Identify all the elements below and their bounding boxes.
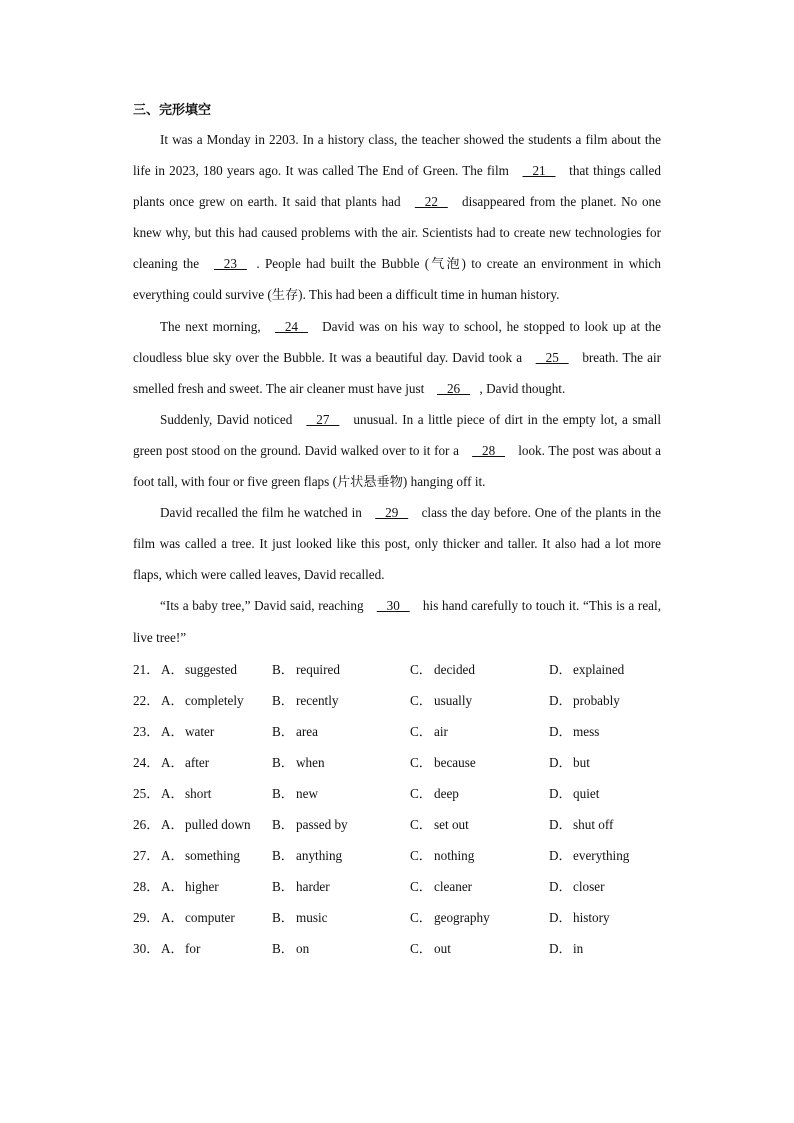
option-d[interactable] <box>549 778 599 809</box>
option-letter: B． <box>272 692 294 708</box>
option-text: higher <box>185 879 219 895</box>
question-row <box>133 902 661 933</box>
passage-text: . People had built the Bubble (气泡) to create an environment in which everything could survive (生存). This had been a difficult time in human history. <box>133 256 661 303</box>
question-number: 29． <box>133 910 160 926</box>
blank-23[interactable]: 23 <box>213 256 247 272</box>
option-d[interactable] <box>549 654 624 685</box>
option-c[interactable] <box>410 654 475 685</box>
option-text: history <box>573 910 610 926</box>
option-letter: A． <box>161 879 184 895</box>
question-row <box>133 933 661 964</box>
option-text: everything <box>573 848 630 864</box>
passage-text: class the day before. One of the plants in the film was called a tree. It just looked like this post, only thicker and taller. It also had a lot more flaps, which were called leaves, David recalled. <box>133 505 661 583</box>
option-a[interactable] <box>161 809 251 840</box>
question-row <box>133 871 661 902</box>
option-letter: C． <box>410 879 432 895</box>
option-letter: C． <box>410 723 432 739</box>
option-b[interactable] <box>272 778 318 809</box>
passage-text: “Its a baby tree,” David said, reaching <box>160 598 368 614</box>
option-text: geography <box>434 910 490 926</box>
blank-27[interactable]: 27 <box>306 411 340 427</box>
option-a[interactable] <box>161 871 219 902</box>
option-text: air <box>434 723 448 739</box>
option-c[interactable] <box>410 871 472 902</box>
blank-29[interactable]: 29 <box>375 505 409 521</box>
question-row <box>133 840 661 871</box>
passage-text: , David thought. <box>479 380 566 396</box>
option-letter: B． <box>272 785 294 801</box>
option-b[interactable] <box>272 809 348 840</box>
question-number: 21． <box>133 661 160 677</box>
blank-22[interactable]: 22 <box>414 194 448 210</box>
option-text: quiet <box>573 785 600 801</box>
passage-paragraph <box>133 404 661 497</box>
question-number: 27． <box>133 848 160 864</box>
option-text: anything <box>296 848 343 864</box>
cloze-section <box>133 98 661 965</box>
option-letter: D． <box>549 723 572 739</box>
option-a[interactable] <box>161 747 209 778</box>
option-c[interactable] <box>410 840 474 871</box>
option-letter: A． <box>161 910 184 926</box>
option-a[interactable] <box>161 716 214 747</box>
option-text: when <box>296 754 325 770</box>
option-c[interactable] <box>410 747 476 778</box>
option-d[interactable] <box>549 747 590 778</box>
passage-paragraph <box>133 497 661 590</box>
question-options <box>133 654 661 965</box>
option-letter: D． <box>549 910 572 926</box>
option-letter: D． <box>549 817 572 833</box>
option-a[interactable] <box>161 902 235 933</box>
blank-28[interactable]: 28 <box>472 442 506 458</box>
option-letter: B． <box>272 941 294 957</box>
option-text: explained <box>573 661 625 677</box>
option-text: decided <box>434 661 476 677</box>
option-text: pulled down <box>185 817 251 833</box>
option-letter: C． <box>410 848 432 864</box>
question-row <box>133 809 661 840</box>
question-number: 23． <box>133 723 160 739</box>
option-text: music <box>296 910 328 926</box>
question-number: 25． <box>133 785 160 801</box>
option-text: shut off <box>573 817 614 833</box>
question-row <box>133 778 661 809</box>
option-a[interactable] <box>161 840 240 871</box>
question-row <box>133 685 661 716</box>
option-text: because <box>434 754 476 770</box>
option-letter: A． <box>161 723 184 739</box>
option-letter: B． <box>272 723 294 739</box>
blank-21[interactable]: 21 <box>522 163 556 179</box>
option-letter: D． <box>549 879 572 895</box>
option-letter: A． <box>161 661 184 677</box>
option-text: usually <box>434 692 473 708</box>
question-number: 30． <box>133 941 160 957</box>
option-d[interactable] <box>549 716 599 747</box>
option-d[interactable] <box>549 933 583 964</box>
option-d[interactable] <box>549 840 629 871</box>
passage-text: his hand carefully to touch it. “This is a real, live tree!” <box>133 598 661 645</box>
option-text: but <box>573 754 590 770</box>
option-letter: D． <box>549 848 572 864</box>
option-text: out <box>434 941 451 957</box>
option-text: mess <box>573 723 600 739</box>
option-d[interactable] <box>549 809 613 840</box>
option-b[interactable] <box>272 685 338 716</box>
option-text: set out <box>434 817 469 833</box>
option-letter: C． <box>410 785 432 801</box>
passage-text: David was on his way to school, he stopped to look up at the cloudless blue sky over the Bubble. It was a beautiful day. David took a <box>133 318 661 365</box>
option-text: completely <box>185 692 244 708</box>
cloze-passage <box>133 124 661 653</box>
option-text: computer <box>185 910 235 926</box>
option-b[interactable] <box>272 933 309 964</box>
question-row <box>133 716 661 747</box>
option-text: nothing <box>434 848 475 864</box>
option-a[interactable] <box>161 933 200 964</box>
option-text: area <box>296 723 318 739</box>
option-letter: C． <box>410 754 432 770</box>
question-row <box>133 747 661 778</box>
option-letter: B． <box>272 910 294 926</box>
option-letter: C． <box>410 692 432 708</box>
option-letter: B． <box>272 661 294 677</box>
passage-text: The next morning, <box>160 318 266 334</box>
option-text: short <box>185 785 212 801</box>
blank-25[interactable]: 25 <box>535 349 569 365</box>
blank-26[interactable]: 26 <box>437 380 471 396</box>
option-text: recently <box>296 692 339 708</box>
option-letter: A． <box>161 754 184 770</box>
option-letter: A． <box>161 848 184 864</box>
passage-text: unusual. In a little piece of dirt in the empty lot, a small green post stood on the ground. David walked over to it for a <box>133 411 661 458</box>
option-text: deep <box>434 785 459 801</box>
option-a[interactable] <box>161 654 237 685</box>
option-text: closer <box>573 879 605 895</box>
option-letter: D． <box>549 661 572 677</box>
option-text: harder <box>296 879 330 895</box>
option-text: probably <box>573 692 620 708</box>
passage-text: look. The post was about a foot tall, with four or five green flaps (片状悬垂物) hanging off it. <box>133 442 661 490</box>
option-letter: D． <box>549 754 572 770</box>
passage-text: that things called plants once grew on earth. It said that plants had <box>133 163 661 210</box>
option-text: new <box>296 785 318 801</box>
option-letter: D． <box>549 785 572 801</box>
option-text: required <box>296 661 340 677</box>
question-number: 22． <box>133 692 160 708</box>
option-letter: C． <box>410 910 432 926</box>
option-letter: D． <box>549 941 572 957</box>
option-letter: A． <box>161 817 184 833</box>
option-b[interactable] <box>272 902 328 933</box>
passage-paragraph <box>133 124 661 311</box>
passage-paragraph <box>133 311 661 404</box>
option-b[interactable] <box>272 716 318 747</box>
option-text: passed by <box>296 817 348 833</box>
section-heading: 三、完形填空 <box>133 103 212 118</box>
passage-text: disappeared from the planet. No one knew why, but this had caused problems with the air. Scientists had to create new technologies for cleaning the <box>133 194 661 272</box>
option-letter: C． <box>410 661 432 677</box>
passage-text: It was a Monday in 2203. In a history class, the teacher showed the students a film about the life in 2023, 180 years ago. It was called The End of Green. The film <box>133 132 661 179</box>
option-c[interactable] <box>410 809 469 840</box>
option-text: water <box>185 723 215 739</box>
option-text: for <box>185 941 201 957</box>
option-b[interactable] <box>272 871 330 902</box>
passage-text: breath. The air smelled fresh and sweet. The air cleaner must have just <box>133 349 662 396</box>
option-c[interactable] <box>410 933 451 964</box>
option-text: after <box>185 754 210 770</box>
option-letter: A． <box>161 692 184 708</box>
question-number: 28． <box>133 879 160 895</box>
option-letter: C． <box>410 941 432 957</box>
option-c[interactable] <box>410 716 448 747</box>
option-d[interactable] <box>549 902 610 933</box>
option-d[interactable] <box>549 685 620 716</box>
option-letter: B． <box>272 754 294 770</box>
option-text: suggested <box>185 661 238 677</box>
blank-30[interactable]: 30 <box>376 598 410 614</box>
option-c[interactable] <box>410 685 472 716</box>
option-b[interactable] <box>272 840 342 871</box>
option-letter: A． <box>161 785 184 801</box>
option-text: on <box>296 941 310 957</box>
question-number: 26． <box>133 817 160 833</box>
option-letter: B． <box>272 879 294 895</box>
option-letter: C． <box>410 817 432 833</box>
option-text: in <box>573 941 584 957</box>
passage-text: David recalled the film he watched in <box>160 505 366 521</box>
option-c[interactable] <box>410 902 490 933</box>
option-a[interactable] <box>161 778 211 809</box>
option-b[interactable] <box>272 654 340 685</box>
option-d[interactable] <box>549 871 605 902</box>
option-text: cleaner <box>434 879 473 895</box>
question-number: 24． <box>133 754 160 770</box>
blank-24[interactable]: 24 <box>274 318 308 334</box>
passage-text: Suddenly, David noticed <box>160 411 297 427</box>
option-letter: B． <box>272 848 294 864</box>
option-b[interactable] <box>272 747 325 778</box>
option-letter: D． <box>549 692 572 708</box>
option-letter: B． <box>272 817 294 833</box>
question-row <box>133 654 661 685</box>
option-c[interactable] <box>410 778 459 809</box>
option-letter: A． <box>161 941 184 957</box>
passage-paragraph <box>133 590 661 652</box>
option-text: something <box>185 848 240 864</box>
option-a[interactable] <box>161 685 244 716</box>
